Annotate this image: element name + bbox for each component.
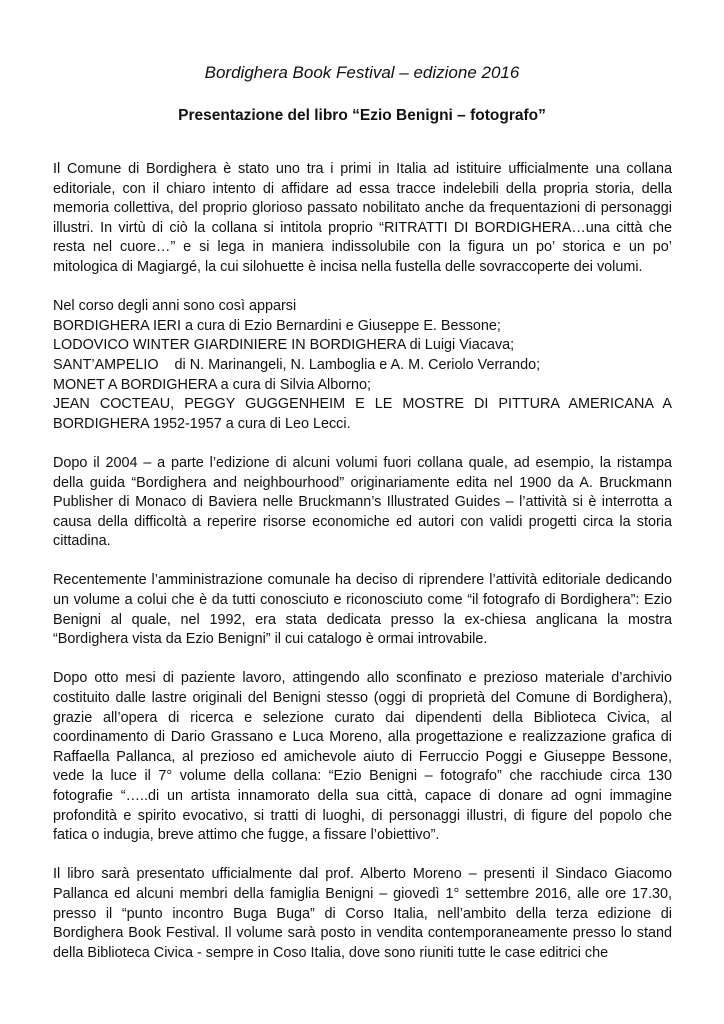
paragraph-intro: Il Comune di Bordighera è stato uno tra i primi in Italia ad istituire ufficialmente una collana editoriale, con il chiaro intento di affidare ad essa tracce indelebili della propria storia, della memoria collettiva, del proprio glorioso passato nobilitato anche da frequentazioni di personaggi illustri. In virtù di ciò la collana si intitola proprio “RITRATTI DI BORDIGHERA…una città che resta nel cuore…” e si lega in maniera indissolubile con la figura un po’ storica e un po’ mitologica di Magiargé, la cui silohuette è incisa nella fustella delle sovraccoperte dei volumi.: [53, 161, 672, 275]
paragraph-history: Dopo il 2004 – a parte l’edizione di alcuni volumi fuori collana quale, ad esempio, la ristampa della guida “Bordighera and neighbourhood” originariamente edita nel 1900 da A. Bruckmann Publisher di Monaco di Baviera nelle Bruckmann’s Illustrated Guides – l’attività si è interrotta a causa della difficoltà a reperire risorse economiche ed autori con validi progetti circa la storia cittadina.: [53, 454, 672, 550]
list-intro: Nel corso degli anni sono così apparsi: [53, 298, 297, 315]
document-subtitle: Presentazione del libro “Ezio Benigni – fotografo”: [178, 107, 546, 124]
paragraph-volume: Dopo otto mesi di paziente lavoro, attingendo allo sconfinato e prezioso materiale d’archivio costituito dalle lastre originali del Benigni stesso (oggi di proprietà del Comune di Bordighera), grazie all’opera di ricerca e selezione curato dai dipendenti della Biblioteca Civica, al coordinamento di Dario Grassano e Luca Moreno, alla progettazione e realizzazione grafica di Raffaella Pallanca, al prezioso ed amichevole aiuto di Ferruccio Poggi e Giuseppe Bessone, vede la luce il 7° volume della collana: “Ezio Benigni – fotografo” che racchiude circa 130 fotografie “…..di un artista innamorato della sua città, capace di donare ad ogni immagine profondità e spirito evocativo, si tratti di luoghi, di personaggi illustri, di figure del popolo che fatica o indugia, breve attimo che fugge, a fissare l’obiettivo”.: [53, 670, 672, 844]
list-item: LODOVICO WINTER GIARDINIERE IN BORDIGHERA di Luigi Viacava;: [53, 337, 515, 354]
document-body: [53, 160, 672, 983]
publications-list: [53, 297, 672, 434]
list-item: BORDIGHERA IERI a cura di Ezio Bernardini e Giuseppe E. Bessone;: [53, 317, 501, 334]
document-title: Bordighera Book Festival – edizione 2016: [204, 63, 520, 82]
paragraph-presentation: Il libro sarà presentato ufficialmente dal prof. Alberto Moreno – presenti il Sindaco Giacomo Pallanca ed alcuni membri della famiglia Benigni – giovedì 1° settembre 2016, alle ore 17.30, presso il “punto incontro Buga Buga” di Corso Italia, nell’ambito della terza edizione di Bordighera Book Festival. Il volume sarà posto in vendita contemporaneamente presso lo stand della Biblioteca Civica - sempre in Coso Italia, dove sono riuniti tutte le case editrici che: [53, 866, 672, 961]
paragraph-recent: Recentemente l’amministrazione comunale ha deciso di riprendere l’attività editoriale dedicando un volume a colui che è da tutti conosciuto e riconosciuto come “il fotografo di Bordighera”: Ezio Benigni al quale, nel 1992, era stata dedicata presso la ex-chiesa anglicana la mostra “Bordighera vista da Ezio Benigni” il cui catalogo è ormai introvabile.: [53, 572, 672, 648]
list-item: JEAN COCTEAU, PEGGY GUGGENHEIM E LE MOSTRE DI PITTURA AMERICANA A BORDIGHERA 1952-1957 a cura di Leo Lecci.: [53, 396, 672, 432]
list-item: MONET A BORDIGHERA a cura di Silvia Alborno;: [53, 376, 372, 393]
list-item: SANT’AMPELIO di N. Marinangeli, N. Lamboglia e A. M. Ceriolo Verrando;: [53, 356, 541, 373]
